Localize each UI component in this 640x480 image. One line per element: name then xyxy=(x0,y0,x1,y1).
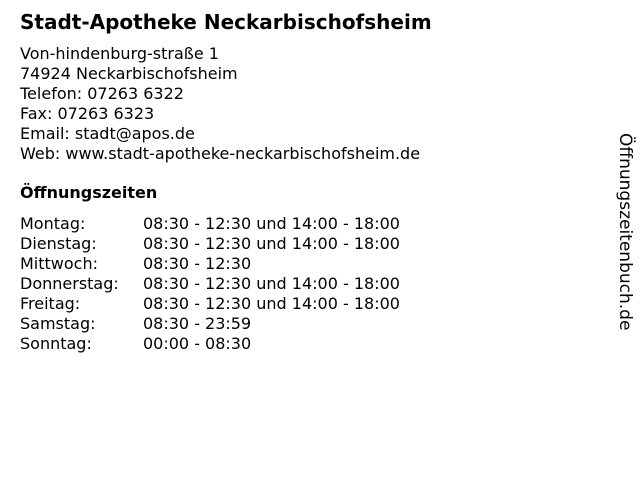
web-line: Web: www.stadt-apotheke-neckarbischofsheim.de xyxy=(20,144,421,163)
time-value: 08:30 - 12:30 und 14:00 - 18:00 xyxy=(143,274,400,293)
opening-hours-heading: Öffnungszeiten xyxy=(20,183,158,202)
time-value: 08:30 - 12:30 xyxy=(143,254,252,273)
opening-hours-table xyxy=(20,214,400,354)
time-value: 00:00 - 08:30 xyxy=(143,334,252,353)
time-value: 08:30 - 12:30 und 14:00 - 18:00 xyxy=(143,214,400,233)
time-value: 08:30 - 12:30 und 14:00 - 18:00 xyxy=(143,234,400,253)
hours-row-monday xyxy=(20,214,400,234)
street-address: Von-hindenburg-straße 1 xyxy=(20,44,219,63)
day-label: Sonntag: xyxy=(20,334,92,353)
hours-row-thursday xyxy=(20,274,400,294)
phone-line: Telefon: 07263 6322 xyxy=(20,84,184,103)
business-name: Stadt-Apotheke Neckarbischofsheim xyxy=(20,10,432,34)
day-label: Samstag: xyxy=(20,314,96,333)
hours-row-wednesday xyxy=(20,254,400,274)
day-label: Donnerstag: xyxy=(20,274,119,293)
hours-row-friday xyxy=(20,294,400,314)
day-label: Dienstag: xyxy=(20,234,97,253)
time-value: 08:30 - 12:30 und 14:00 - 18:00 xyxy=(143,294,400,313)
day-label: Montag: xyxy=(20,214,86,233)
hours-row-tuesday xyxy=(20,234,400,254)
city-line: 74924 Neckarbischofsheim xyxy=(20,64,238,83)
day-label: Mittwoch: xyxy=(20,254,98,273)
site-brand-label: Öffnungszeitenbuch.de xyxy=(615,133,635,331)
day-label: Freitag: xyxy=(20,294,81,313)
hours-row-sunday xyxy=(20,334,400,354)
time-value: 08:30 - 23:59 xyxy=(143,314,252,333)
fax-line: Fax: 07263 6323 xyxy=(20,104,155,123)
email-line: Email: stadt@apos.de xyxy=(20,124,195,143)
contact-block xyxy=(20,44,420,164)
hours-row-saturday xyxy=(20,314,400,334)
